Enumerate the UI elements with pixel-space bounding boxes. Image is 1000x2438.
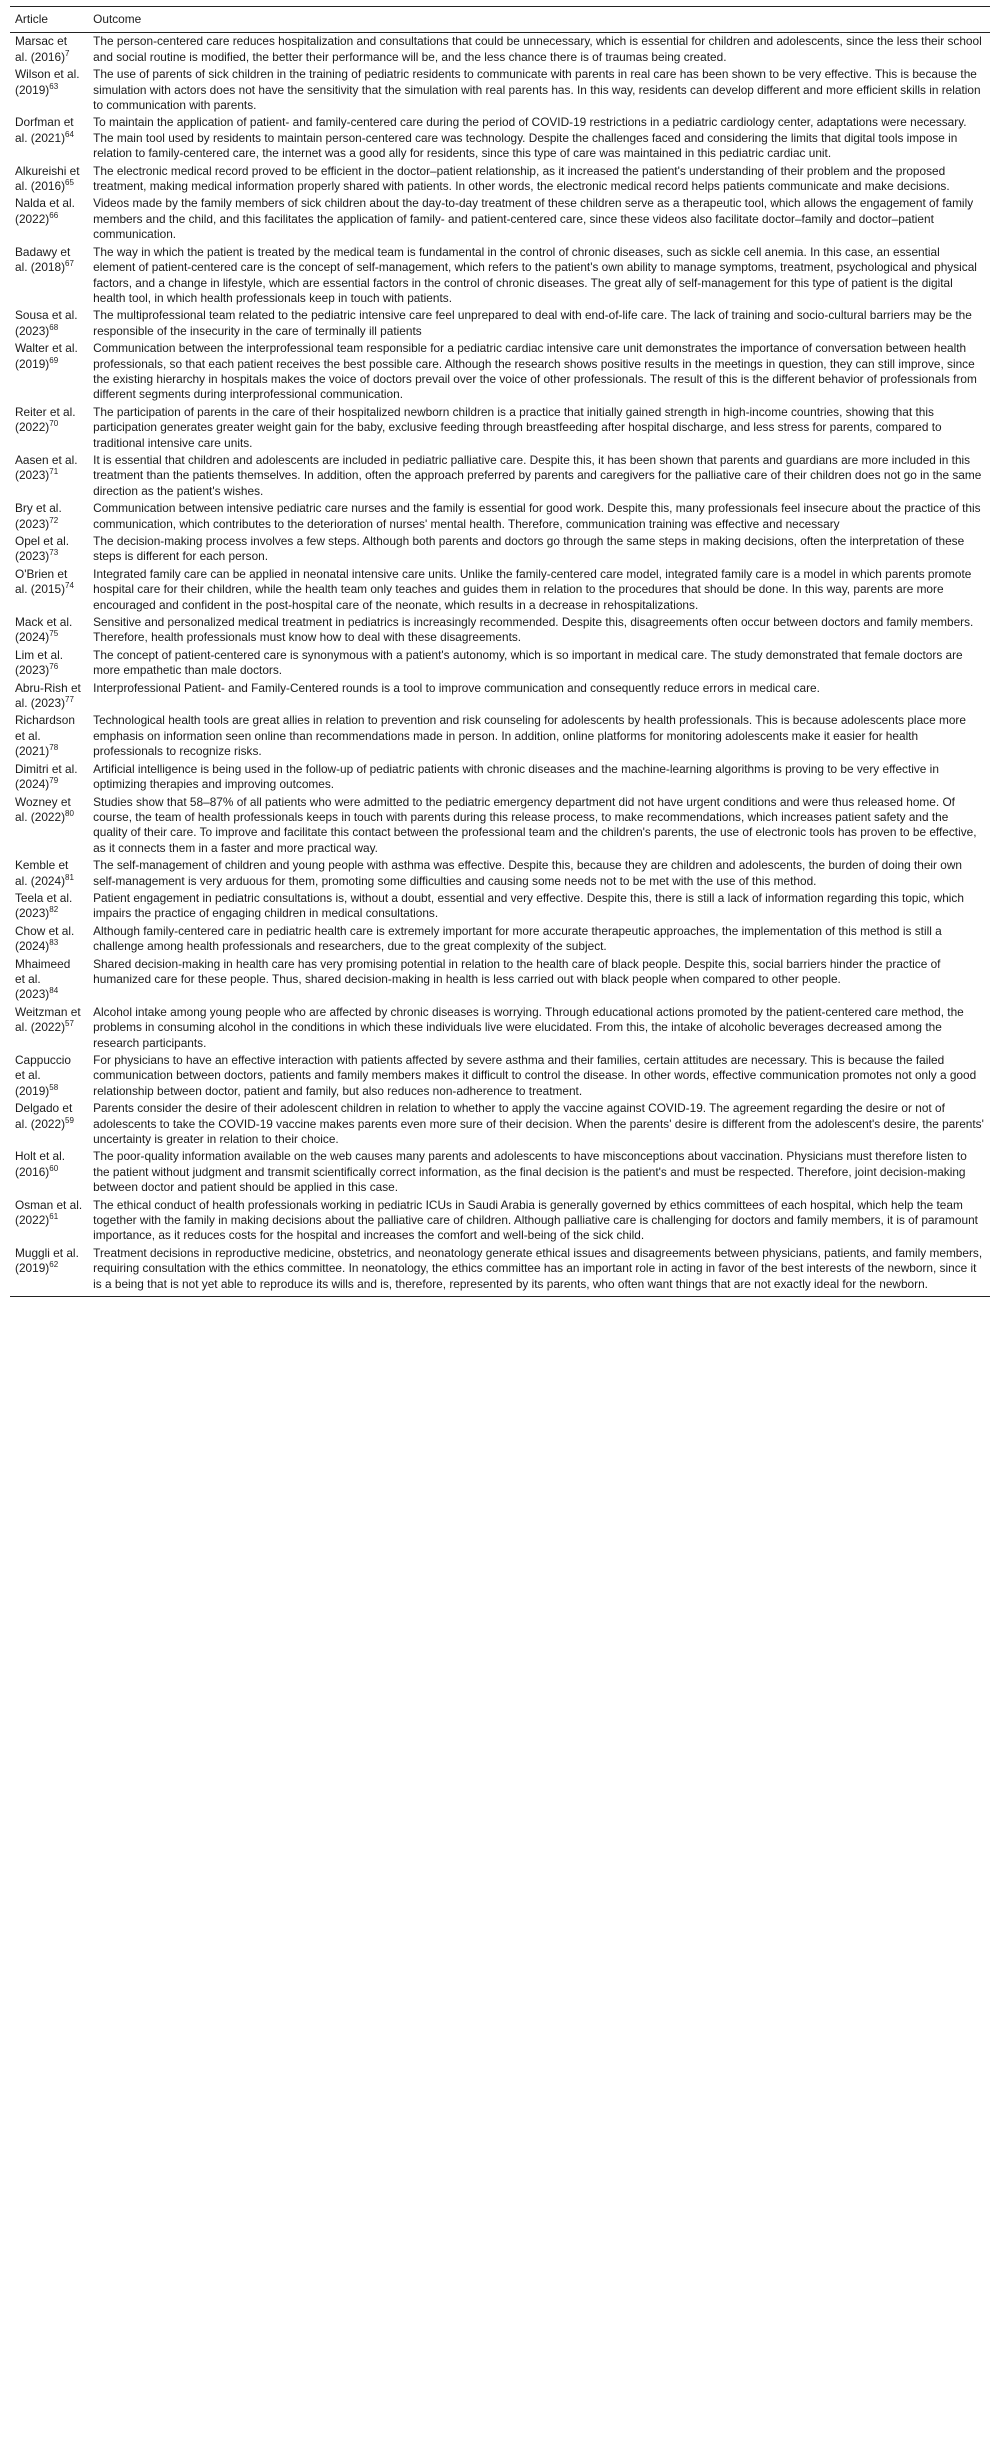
article-citation: Osman et al. (2022) <box>15 1197 83 1228</box>
article-cell <box>10 1100 88 1148</box>
article-cell <box>10 533 88 566</box>
reference-number: 59 <box>65 1115 74 1125</box>
outcome-cell: Communication between the interprofessional team responsible for a pediatric cardiac intensive care unit demonstrates the importance of conversation between health professionals, so that each patient receives the best possible care. Although the research shows positive results in the meetings in question, they can still improve, since the existing hierarchy in hospitals makes the voice of doctors prevail over the voice of other professionals. The result of this is the different behavior of professionals from different segments during interprofessional communication. <box>93 341 977 402</box>
article-cell <box>10 857 88 890</box>
reference-number: 81 <box>65 872 74 882</box>
article-cell <box>10 923 88 956</box>
outcome-cell: The electronic medical record proved to be efficient in the doctor–patient relationship, as it increased the patient's understanding of their problem and the proposed treatment, making medical information properly shared with patients. In other words, the electronic medical record helps patients communicate and make decisions. <box>93 163 950 194</box>
reference-number: 63 <box>49 81 59 91</box>
outcome-cell: Sensitive and personalized medical treatment in pediatrics is increasingly recommended. Despite this, disagreements often occur between doctors and family members. Therefore, health professionals must know how to deal with these disagreements. <box>93 615 974 645</box>
table-row <box>10 647 990 680</box>
outcome-cell: It is essential that children and adolescents are included in pediatric palliative care. Despite this, it has been shown that parents and guardians are more included in this treatment than the patients themselves. In addition, often the approach preferred by parents and caregivers for the palliative care of their children does not go in the same direction as the patient's wishes. <box>93 452 982 498</box>
table-row <box>10 1004 990 1052</box>
table-row <box>10 244 990 308</box>
table-row <box>10 761 990 794</box>
outcome-cell: Artificial intelligence is being used in the follow-up of pediatric patients with chronic diseases and the machine-learning algorithms is proving to be very effective in optimizing therapies and improving outcomes. <box>93 761 939 792</box>
article-cell <box>10 195 88 243</box>
article-citation: Wilson et al. (2019) <box>15 67 80 97</box>
article-citation: Wozney et al. (2022) <box>15 794 71 824</box>
table-row <box>10 923 990 956</box>
article-citation: Reiter et al. (2022) <box>15 404 76 435</box>
table-row <box>10 712 990 760</box>
outcome-cell: The use of parents of sick children in the training of pediatric residents to communicate with parents in real care has been shown to be very effective. This is because the simulation with actors does not have the sensitivity that the simulation with real parents has. In this way, residents can develop different and more efficient skills in relation to communication with parents. <box>93 67 981 113</box>
outcome-cell: Communication between intensive pediatric care nurses and the family is essential for good work. Despite this, many professionals feel insecure about the practice of this communication, which contributes to the deterioration of nurses' mental health. Therefore, communication training was effective and necessary <box>93 501 981 531</box>
outcome-cell: Interprofessional Patient- and Family-Centered rounds is a tool to improve communication and consequently reduce errors in medical care. <box>93 680 820 695</box>
table-row <box>10 1100 990 1148</box>
outcome-cell: Although family-centered care in pediatric health care is extremely important for more accurate therapeutic approaches, the implementation of this method is still a challenge among health professionals and researchers, due to the great complexity of the subject. <box>93 923 942 954</box>
article-citation: Cappuccio et al. (2019) <box>15 1053 71 1098</box>
reference-number: 62 <box>49 1260 59 1270</box>
reference-number: 78 <box>49 743 59 753</box>
article-cell <box>10 1197 88 1245</box>
outcome-cell: The person-centered care reduces hospitalization and consultations that could be unnecessary, which is essential for children and adolescents, since the less their school and social routine is modified, the better their performance will be, and the less chance there is of traumas being created. <box>93 34 982 64</box>
article-cell <box>10 712 88 760</box>
outcome-cell: Patient engagement in pediatric consultations is, without a doubt, essential and very effective. Despite this, there is still a lack of information regarding this topic, which impairs the practice of engaging children in medical consultations. <box>93 890 964 921</box>
reference-number: 69 <box>49 355 59 365</box>
outcome-cell: The decision-making process involves a few steps. Although both parents and doctors go through the same steps in making decisions, often the interpretation of these steps is different for each person. <box>93 534 965 564</box>
table-row <box>10 890 990 923</box>
table-body <box>10 33 990 1297</box>
outcome-cell: Studies show that 58–87% of all patients who were admitted to the pediatric emergency department did not have urgent conditions and were thus released home. Of course, the team of health professionals keeps in touch with parents during this release process, to make recommendations, which increases patient safety and the quality of their care. To improve and facilitate this contact between the professional team and the children's parents, the use of electronic tools has proven to be effective, as it connects them in a faster and more practical way. <box>93 794 977 855</box>
reference-number: 76 <box>49 662 59 672</box>
reference-number: 72 <box>49 515 59 525</box>
article-cell <box>10 890 88 923</box>
article-citation: Aasen et al. (2023) <box>15 452 78 483</box>
article-cell <box>10 452 88 500</box>
article-citation: Mhaimeed et al. (2023) <box>15 956 71 1002</box>
outcome-cell: For physicians to have an effective interaction with patients affected by severe asthma and their families, certain attitudes are necessary. This is because the failed communication between doctors, patients and family members makes it difficult to control the disease. In other words, effective communication promotes not only a good relationship between doctor, patient and family, but also reduces non-adherence to treatment. <box>93 1053 977 1098</box>
reference-number: 60 <box>49 1163 59 1173</box>
reference-number: 80 <box>65 808 74 818</box>
outcome-cell: The concept of patient-centered care is synonymous with a patient's autonomy, which is so important in medical care. The study demonstrated that female doctors are more empathetic than male doctors. <box>93 647 963 678</box>
article-citation: Alkureishi et al. (2016) <box>15 163 80 194</box>
article-citation: Weitzman et al. (2022) <box>15 1004 81 1035</box>
article-cell <box>10 1004 88 1052</box>
article-cell <box>10 680 88 713</box>
header-outcome: Outcome <box>88 7 990 33</box>
table-row <box>10 114 990 162</box>
table-row <box>10 1052 990 1100</box>
table-row <box>10 66 990 114</box>
article-citation: Richardson et al. (2021) <box>15 713 75 759</box>
article-cell <box>10 114 88 162</box>
outcome-cell: The way in which the patient is treated by the medical team is fundamental in the control of chronic diseases, such as sickle cell anemia. In this case, an essential element of patient-centered care is the concept of self-management, which refers to the patient's own ability to manage symptoms, treatment, psychological and physical factors, and a change in lifestyle, which are essential factors in the control of chronic diseases. The great ally of self-management for this type of patient is the digital health tool, in which health professionals keep in touch with patients. <box>93 244 977 305</box>
article-cell <box>10 761 88 794</box>
outcome-cell: Parents consider the desire of their adolescent children in relation to whether to apply the vaccine against COVID-19. The agreement regarding the desire or not of adolescents to take the COVID-19 vaccine makes parents even more sure of their decision. When the parents' desire is different from the adolescent's desire, the parents' uncertainty is greater in relation to their choice. <box>93 1101 984 1147</box>
table-row <box>10 1197 990 1245</box>
article-citation: O'Brien et al. (2015) <box>15 566 68 597</box>
article-cell <box>10 1245 88 1297</box>
outcome-cell: Treatment decisions in reproductive medicine, obstetrics, and neonatology generate ethical issues and disagreements between physicians, patients, and family members, requiring consultation with the ethics committee. In neonatology, the ethics committee has an important role in acting in favor of the best interests of the newborn, since it is a being that is not yet able to reproduce its wills and is, therefore, represented by its parents, who often want things that are not exactly ideal for the newborn. <box>88 1245 990 1297</box>
article-citation: Chow et al. (2024) <box>15 923 75 954</box>
table-row <box>10 33 990 66</box>
table-row <box>10 163 990 196</box>
article-cell <box>10 566 88 614</box>
reference-number: 77 <box>65 695 74 705</box>
article-citation: Marsac et al. (2016) <box>15 34 67 64</box>
article-citation: Dimitri et al. (2024) <box>15 761 78 792</box>
reference-number: 66 <box>49 210 59 220</box>
article-cell <box>10 307 88 340</box>
table-row <box>10 452 990 500</box>
table-row <box>10 680 990 713</box>
outcome-cell: To maintain the application of patient- and family-centered care during the period of COVID-19 restrictions in a pediatric cardiology center, adaptations were necessary. The main tool used by residents to maintain person-centered care was technology. Despite the challenges faced and considering the limits that digital tools impose in relation to family-centered care, the internet was a good ally for residents, since this type of care was maintained in this pediatric cardiac unit. <box>93 115 967 161</box>
outcome-cell: Alcohol intake among young people who are affected by chronic diseases is worrying. Through educational actions promoted by the patient-centered care method, the problems in consuming alcohol in the conditions in which these individuals live were elucidated. From this, the intake of alcoholic beverages decreased among the research participants. <box>93 1004 964 1050</box>
article-cell <box>10 500 88 533</box>
article-citation: Dorfman et al. (2021) <box>15 115 74 145</box>
reference-number: 79 <box>49 776 59 786</box>
outcome-cell: Videos made by the family members of sick children about the day-to-day treatment of these children serve as a therapeutic tool, which allows the engagement of family members and the child, and this facilitates the application of family- and patient-centered care, since these videos also facilitate doctor–family and doctor–patient communication. <box>93 196 974 242</box>
article-citation: Bry et al. (2023) <box>15 501 62 531</box>
table-header-row <box>10 7 990 33</box>
article-cell <box>10 66 88 114</box>
table-row <box>10 566 990 614</box>
reference-number: 82 <box>49 905 59 915</box>
table-row <box>10 794 990 858</box>
outcomes-table <box>10 6 990 1297</box>
reference-number: 74 <box>65 581 74 591</box>
article-cell <box>10 404 88 452</box>
outcome-cell: The poor-quality information available on the web causes many parents and adolescents to have misconceptions about vaccination. Physicians must therefore listen to the patient without judgment and transmit scientifically correct information, as the final decision is the patient's and must be respected. Therefore, joint decision-making between doctor and patient should be applied in this case. <box>93 1149 967 1195</box>
table-row <box>10 614 990 647</box>
article-citation: Sousa et al. (2023) <box>15 308 78 338</box>
table-row <box>10 307 990 340</box>
article-citation: Badawy et al. (2018) <box>15 244 71 275</box>
article-citation: Mack et al. (2024) <box>15 615 73 645</box>
reference-number: 68 <box>49 322 59 332</box>
article-cell <box>10 1052 88 1100</box>
article-cell <box>10 340 88 404</box>
outcome-cell: Shared decision-making in health care has very promising potential in relation to the health care of black people. Despite this, social barriers hinder the practice of humanized care for these people. Thus, shared decision-making in health is less carried out with black people when compared to other people. <box>93 956 941 986</box>
article-citation: Delgado et al. (2022) <box>15 1101 73 1131</box>
reference-number: 73 <box>49 548 59 558</box>
outcome-cell: The participation of parents in the care of their hospitalized newborn children is a practice that initially gained strength in high-income countries, showing that this participation generates greater weight gain for the baby, exclusive feeding through breastfeeding after hospital discharge, and less stress for parents, compared to traditional intensive care units. <box>93 404 942 450</box>
table-row <box>10 404 990 452</box>
article-citation: Muggli et al. (2019) <box>15 1245 79 1276</box>
reference-number: 71 <box>49 467 59 477</box>
article-cell <box>10 794 88 858</box>
article-citation: Teela et al. (2023) <box>15 890 73 921</box>
article-citation: Opel et al. (2023) <box>15 534 69 564</box>
outcome-cell: The ethical conduct of health professionals working in pediatric ICUs in Saudi Arabia is generally governed by ethics committees of each hospital, which help the team together with the family in making decisions about the palliative care of children. Although palliative care is challenging for doctors and family members, it is of paramount importance, as it reduces costs for the hospital and increases the comfort and well-being of the sick child. <box>93 1197 978 1243</box>
outcome-cell: Technological health tools are great allies in relation to prevention and risk counseling for adolescents by health professionals. This is because adolescents place more emphasis on information seen online than recommendations made in person. In addition, online platforms for monitoring adolescents make it easier for health professionals to recognize risks. <box>93 713 966 759</box>
reference-number: 67 <box>65 259 74 269</box>
table-row <box>10 500 990 533</box>
outcome-cell: The self-management of children and young people with asthma was effective. Despite this, because they are children and adolescents, the burden of doing their own self-management is very arduous for them, promoting some difficulties and causing some needs not to be met with the use of this method. <box>93 858 963 888</box>
article-citation: Walter et al. (2019) <box>15 341 78 371</box>
table-row <box>10 340 990 404</box>
reference-number: 75 <box>49 629 59 639</box>
article-citation: Abru-Rish et al. (2023) <box>15 680 81 711</box>
table-row <box>10 533 990 566</box>
article-citation: Kemble et al. (2024) <box>15 858 69 888</box>
article-cell <box>10 33 88 66</box>
table-row <box>10 956 990 1004</box>
table-row <box>10 1148 990 1196</box>
outcome-cell: Integrated family care can be applied in neonatal intensive care units. Unlike the family-centered care model, integrated family care is a model in which parents promote hospital care for their children, while the health team only teaches and guides them in relation to the procedures that should be done. In this way, parents are more encouraged and confident in the post-hospital care of the neonate, which results in a decrease in rehospitalizations. <box>93 566 972 612</box>
article-cell <box>10 1148 88 1196</box>
article-cell <box>10 244 88 308</box>
article-citation: Lim et al. (2023) <box>15 647 64 678</box>
reference-number: 7 <box>65 48 70 58</box>
table-row <box>10 1245 990 1297</box>
reference-number: 58 <box>49 1082 59 1092</box>
reference-number: 84 <box>49 986 59 996</box>
outcome-cell: The multiprofessional team related to the pediatric intensive care feel unprepared to deal with end-of-life care. The lack of training and socio-cultural barriers may be the responsible of the insecurity in the care of terminally ill patients <box>93 308 972 338</box>
reference-number: 61 <box>49 1212 59 1222</box>
article-citation: Nalda et al. (2022) <box>15 196 75 226</box>
reference-number: 64 <box>65 129 74 139</box>
table-row <box>10 195 990 243</box>
article-citation: Holt et al. (2016) <box>15 1149 66 1179</box>
article-cell <box>10 647 88 680</box>
reference-number: 70 <box>49 419 59 429</box>
table-row <box>10 857 990 890</box>
reference-number: 65 <box>65 178 74 188</box>
article-cell <box>10 163 88 196</box>
reference-number: 83 <box>49 938 59 948</box>
header-article: Article <box>10 7 88 33</box>
article-cell <box>10 614 88 647</box>
article-cell <box>10 956 88 1004</box>
reference-number: 57 <box>65 1019 74 1029</box>
